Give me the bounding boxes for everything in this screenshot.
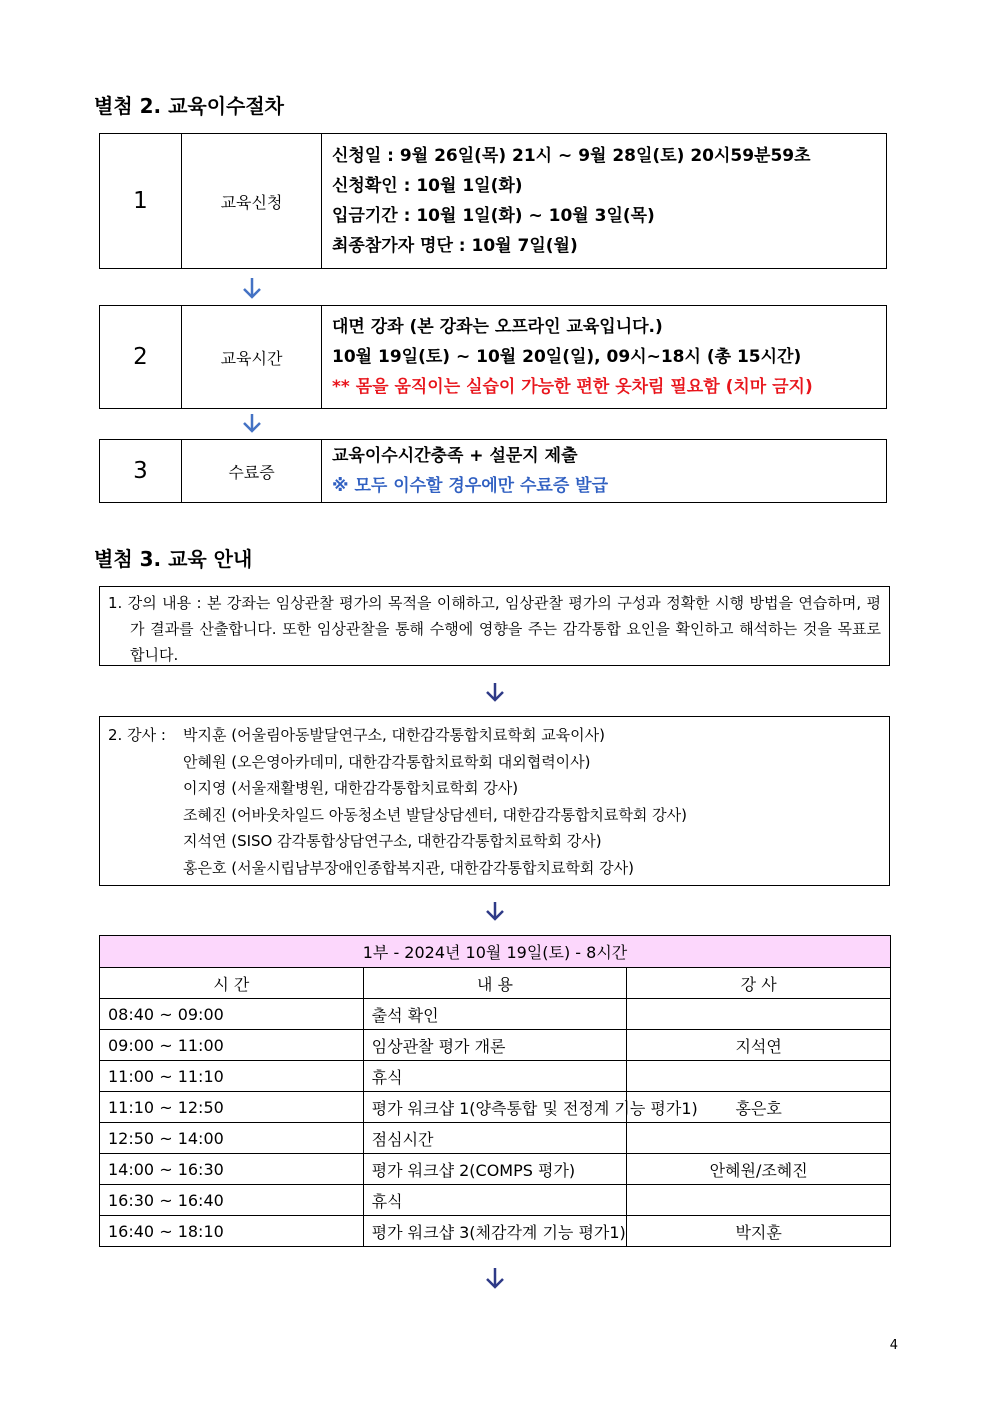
time-cell: 16:30 ~ 16:40	[100, 1185, 364, 1216]
step-details	[322, 306, 887, 409]
instructor-cell	[627, 999, 891, 1030]
detail-line: 교육이수시간충족 + 설문지 제출	[332, 446, 578, 466]
step-details	[322, 440, 887, 503]
arrow-down-icon	[484, 681, 506, 703]
content-cell: 휴식	[363, 1185, 627, 1216]
table-row	[100, 1030, 891, 1061]
content-cell: 출석 확인	[363, 999, 627, 1030]
instructor-item: 이지영 (서울재활병원, 대한감각통합치료학회 강사)	[183, 779, 519, 798]
schedule-table	[99, 935, 891, 1247]
arrow-down-icon	[484, 900, 506, 922]
detail-line: 최종참가자 명단 : 10월 7일(월)	[332, 236, 578, 256]
arrow-down-icon	[241, 276, 263, 300]
table-row	[100, 1154, 891, 1185]
table-row	[100, 1185, 891, 1216]
time-cell: 14:00 ~ 16:30	[100, 1154, 364, 1185]
time-cell: 11:10 ~ 12:50	[100, 1092, 364, 1123]
detail-line: 대면 강좌 (본 강좌는 오프라인 교육입니다.)	[332, 317, 663, 337]
instructor-item: 안혜원 (오은영아카데미, 대한감각통합치료학회 대외협력이사)	[183, 752, 591, 771]
detail-line: 신청일 : 9월 26일(목) 21시 ~ 9월 28일(토) 20시59분59초	[332, 146, 811, 166]
column-header-time: 시 간	[100, 968, 364, 999]
step-label: 교육시간	[182, 306, 322, 409]
warning-note: ** 몸을 움직이는 실습이 가능한 편한 옷차림 필요함 (치마 금지)	[332, 377, 813, 397]
time-cell: 11:00 ~ 11:10	[100, 1061, 364, 1092]
arrow-down-icon	[241, 412, 263, 434]
instructor-item: 홍은호 (서울시립남부장애인종합복지관, 대한감각통합치료학회 강사)	[183, 858, 634, 877]
step-number: 3	[100, 440, 182, 503]
time-cell: 08:40 ~ 09:00	[100, 999, 364, 1030]
instructor-cell: 지석연	[627, 1030, 891, 1061]
section3-title: 별첨 3. 교육 안내	[94, 547, 253, 571]
step-1-table	[99, 133, 887, 269]
step-details	[322, 134, 887, 269]
page-number: 4	[889, 1338, 898, 1353]
certificate-note: ※ 모두 이수할 경우에만 수료증 발급	[332, 476, 609, 496]
content-cell: 점심시간	[363, 1123, 627, 1154]
step-3-table	[99, 439, 887, 503]
table-row	[100, 1061, 891, 1092]
instructor-cell: 안혜원/조혜진	[627, 1154, 891, 1185]
step-2-table	[99, 305, 887, 409]
table-row	[100, 1092, 891, 1123]
table-row	[100, 999, 891, 1030]
column-header-content: 내 용	[363, 968, 627, 999]
content-cell: 임상관찰 평가 개론	[363, 1030, 627, 1061]
instructors-box	[99, 716, 890, 886]
instructor-cell: 홍은호	[627, 1092, 891, 1123]
instructor-item: 지석연 (SISO 감각통합상담연구소, 대한감각통합치료학회 강사)	[183, 832, 602, 851]
content-cell: 휴식	[363, 1061, 627, 1092]
step-number: 2	[100, 306, 182, 409]
course-content-box	[99, 586, 890, 666]
detail-line: 10월 19일(토) ~ 10월 20일(일), 09시~18시 (총 15시간)	[332, 347, 802, 367]
time-cell: 09:00 ~ 11:00	[100, 1030, 364, 1061]
detail-line: 신청확인 : 10월 1일(화)	[332, 176, 523, 196]
column-header-instructor: 강 사	[627, 968, 891, 999]
content-cell: 평가 워크샵 1(양측통합 및 전정계 기능 평가1)	[363, 1092, 627, 1123]
arrow-down-icon	[484, 1266, 506, 1290]
course-content-text: 1. 강의 내용 : 본 강좌는 임상관찰 평가의 목적을 이해하고, 임상관찰 평가의 구성과 정확한 시행 방법을 연습하며, 평가 결과를 산출합니다. 또한 임상관찰을 통해 수행에 영향을 주는 감각통합 요인을 확인하고 해석하는 것을 목표로 합니다.	[108, 594, 881, 664]
step-label: 수료증	[182, 440, 322, 503]
instructor-cell: 박지훈	[627, 1216, 891, 1247]
table-row	[100, 1123, 891, 1154]
instructor-cell	[627, 1123, 891, 1154]
table-row	[100, 1216, 891, 1247]
step-label: 교육신청	[182, 134, 322, 269]
instructor-item: 조혜진 (어바웃차일드 아동청소년 발달상담센터, 대한감각통합치료학회 강사)	[183, 805, 687, 824]
instructor-cell	[627, 1185, 891, 1216]
instructors-label: 2. 강사 :	[108, 726, 166, 744]
content-cell: 평가 워크샵 3(체감각계 기능 평가1)	[363, 1216, 627, 1247]
detail-line: 입금기간 : 10월 1일(화) ~ 10월 3일(목)	[332, 206, 655, 226]
schedule-day-title: 1부 - 2024년 10월 19일(토) - 8시간	[100, 936, 891, 968]
section2-title: 별첨 2. 교육이수절차	[94, 94, 284, 118]
instructor-item: 박지훈 (어울림아동발달연구소, 대한감각통합치료학회 교육이사)	[183, 726, 606, 744]
instructor-cell	[627, 1061, 891, 1092]
time-cell: 12:50 ~ 14:00	[100, 1123, 364, 1154]
time-cell: 16:40 ~ 18:10	[100, 1216, 364, 1247]
content-cell: 평가 워크샵 2(COMPS 평가)	[363, 1154, 627, 1185]
step-number: 1	[100, 134, 182, 269]
